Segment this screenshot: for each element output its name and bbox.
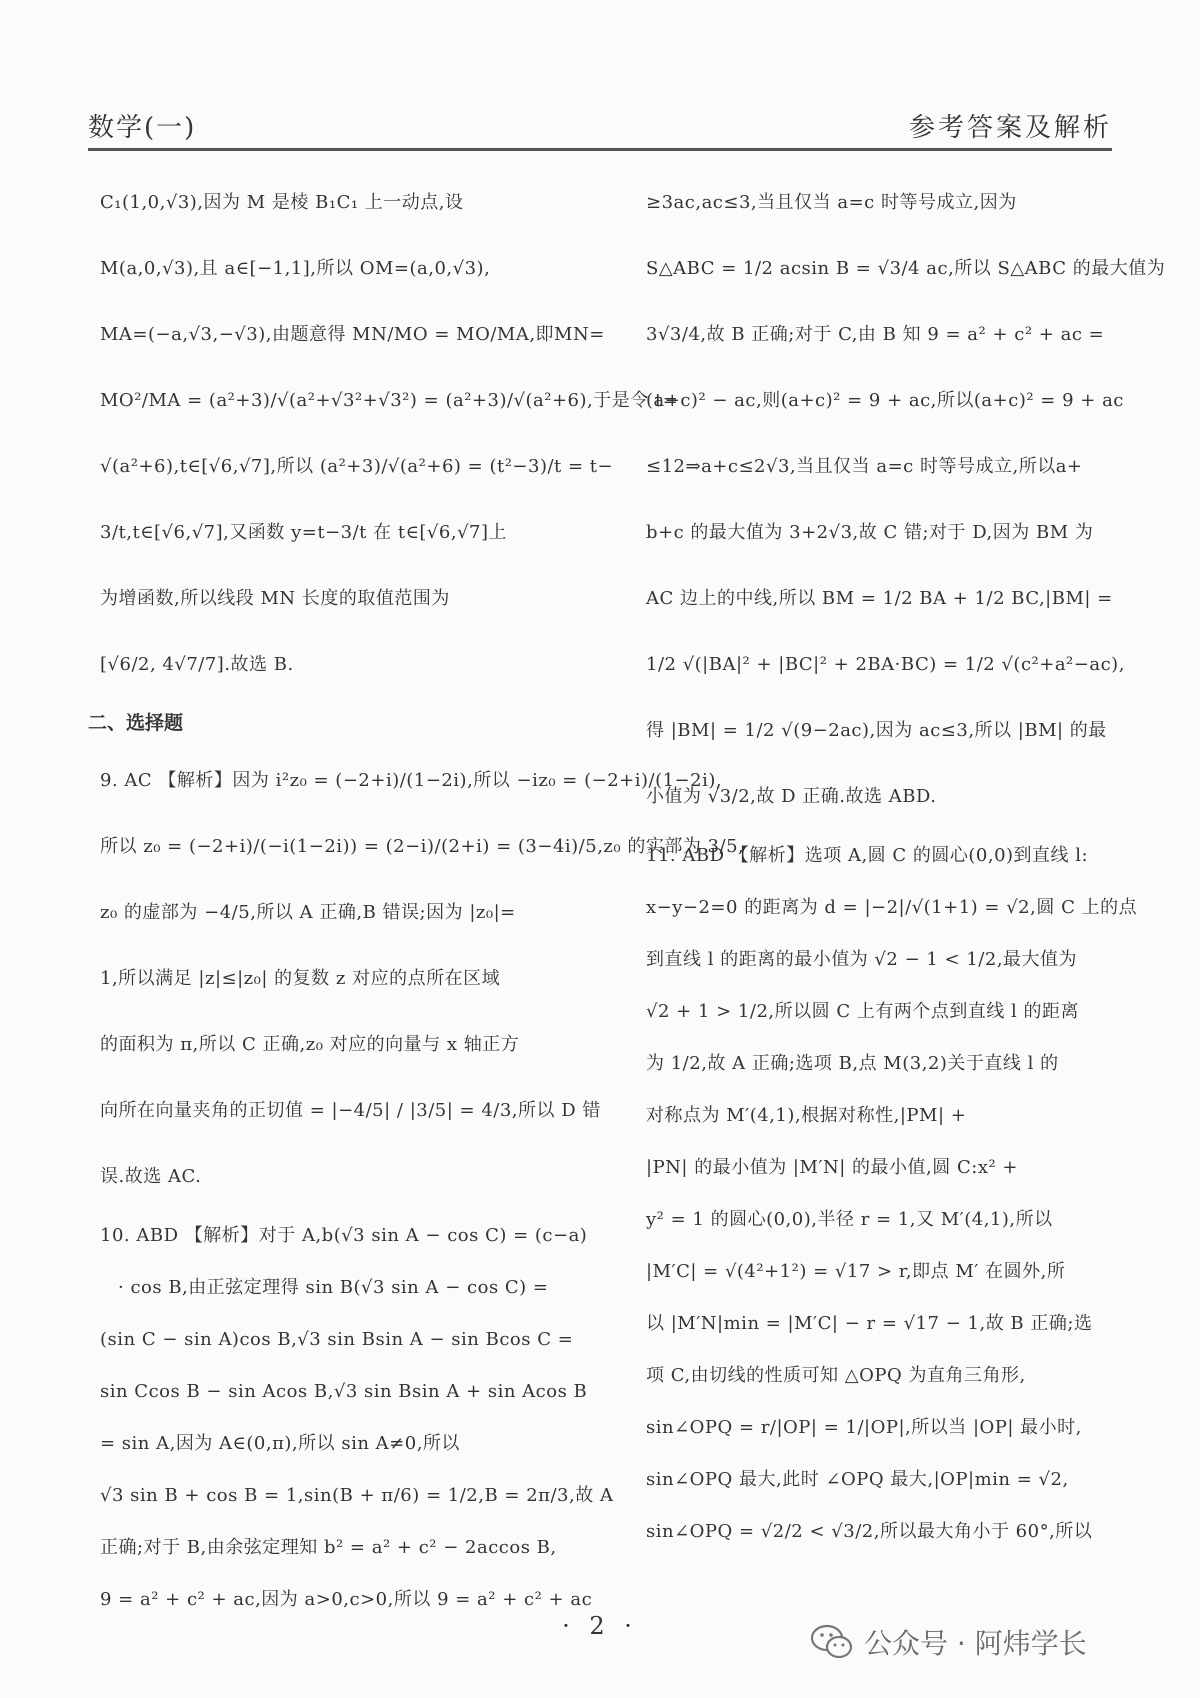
text-line: 得 |BM| = 1/2 √(9−2ac),因为 ac≤3,所以 |BM| 的最	[646, 720, 1107, 741]
text-line: 项 C,由切线的性质可知 △OPQ 为直角三角形,	[646, 1365, 1026, 1386]
watermark-text: 公众号 · 阿炜学长	[864, 1627, 1087, 1660]
text-line: 1,所以满足 |z|≤|z₀| 的复数 z 对应的点所在区域	[100, 968, 501, 989]
text-line: 小值为 √3/2,故 D 正确.故选 ABD.	[646, 786, 937, 807]
text-line: |M′C| = √(4²+1²) = √17 > r,即点 M′ 在圆外,所	[646, 1261, 1066, 1282]
text-line: MO²/MA = (a²+3)/√(a²+√3²+√3²) = (a²+3)/√(a²+6),于是令 t=	[100, 390, 679, 411]
text-line: [√6/2, 4√7/7].故选 B.	[100, 654, 294, 675]
text-line: z₀ 的虚部为 −4/5,所以 A 正确,B 错误;因为 |z₀|=	[100, 902, 516, 923]
text-line: 向所在向量夹角的正切值 = |−4/5| / |3/5| = 4/3,所以 D 错	[100, 1100, 601, 1121]
section-header-title: 参考答案及解析	[908, 113, 1112, 143]
text-line: 以 |M′N|min = |M′C| − r = √17 − 1,故 B 正确;选	[646, 1313, 1093, 1334]
page-number: · 2 ·	[562, 1612, 638, 1640]
text-line: MA=(−a,√3,−√3),由题意得 MN/MO = MO/MA,即MN=	[100, 324, 605, 345]
text-line: sin∠OPQ = r/|OP| = 1/|OP|,所以当 |OP| 最小时,	[646, 1417, 1082, 1438]
text-line: 的面积为 π,所以 C 正确,z₀ 对应的向量与 x 轴正方	[100, 1034, 520, 1055]
wechat-icon	[810, 1623, 854, 1661]
text-line: 3√3/4,故 B 正确;对于 C,由 B 知 9 = a² + c² + ac =	[646, 324, 1105, 345]
text-line: ≤12⇒a+c≤2√3,当且仅当 a=c 时等号成立,所以a+	[646, 456, 1083, 477]
text-line: 所以 z₀ = (−2+i)/(−i(1−2i)) = (2−i)/(2+i) = (3−4i)/5,z₀ 的实部为 3/5,	[100, 836, 745, 857]
text-line: S△ABC = 1/2 acsin B = √3/4 ac,所以 S△ABC 的最大值为	[646, 258, 1166, 279]
text-line: AC 边上的中线,所以 BM = 1/2 BA + 1/2 BC,|BM| =	[646, 588, 1113, 609]
text-line: M(a,0,√3),且 a∈[−1,1],所以 OM=(a,0,√3),	[100, 258, 491, 279]
text-line: 1/2 √(|BA|² + |BC|² + 2BA·BC) = 1/2 √(c²+a²−ac),	[646, 654, 1125, 675]
text-line: 11. ABD 【解析】选项 A,圆 C 的圆心(0,0)到直线 l:	[646, 845, 1089, 866]
text-line: ≥3ac,ac≤3,当且仅当 a=c 时等号成立,因为	[646, 192, 1017, 213]
text-line: sin Ccos B − sin Acos B,√3 sin Bsin A + sin Acos B	[100, 1381, 588, 1402]
text-line: sin∠OPQ = √2/2 < √3/2,所以最大角小于 60°,所以	[646, 1521, 1093, 1542]
text-line: 误.故选 AC.	[100, 1166, 202, 1187]
text-line: 9 = a² + c² + ac,因为 a>0,c>0,所以 9 = a² + c² + ac	[100, 1589, 593, 1610]
section-title: 二、选择题	[88, 712, 184, 734]
text-line: sin∠OPQ 最大,此时 ∠OPQ 最大,|OP|min = √2,	[646, 1469, 1069, 1490]
subject-title: 数学(一)	[88, 113, 197, 143]
right-column	[646, 170, 1166, 1558]
text-line: √3 sin B + cos B = 1,sin(B + π/6) = 1/2,B = 2π/3,故 A	[100, 1485, 614, 1506]
text-line: √2 + 1 > 1/2,所以圆 C 上有两个点到直线 l 的距离	[646, 1001, 1080, 1022]
text-line: x−y−2=0 的距离为 d = |−2|/√(1+1) = √2,圆 C 上的点	[646, 897, 1138, 918]
text-line: (a+c)² − ac,则(a+c)² = 9 + ac,所以(a+c)² = 9 + ac	[646, 390, 1124, 411]
page-header	[88, 108, 1112, 151]
left-column	[88, 170, 745, 1626]
text-line: 为 1/2,故 A 正确;选项 B,点 M(3,2)关于直线 l 的	[646, 1053, 1059, 1074]
text-line: b+c 的最大值为 3+2√3,故 C 错;对于 D,因为 BM 为	[646, 522, 1094, 543]
watermark	[810, 1618, 1087, 1666]
text-line: |PN| 的最小值为 |M′N| 的最小值,圆 C:x² +	[646, 1157, 1019, 1178]
text-line: C₁(1,0,√3),因为 M 是棱 B₁C₁ 上一动点,设	[100, 192, 464, 213]
text-line: 为增函数,所以线段 MN 长度的取值范围为	[100, 588, 450, 609]
text-line: 对称点为 M′(4,1),根据对称性,|PM| +	[646, 1105, 967, 1126]
text-line: (sin C − sin A)cos B,√3 sin Bsin A − sin Bcos C =	[100, 1329, 574, 1350]
text-line: = sin A,因为 A∈(0,π),所以 sin A≠0,所以	[100, 1433, 460, 1454]
text-line: 正确;对于 B,由余弦定理知 b² = a² + c² − 2accos B,	[100, 1537, 557, 1558]
text-line: 到直线 l 的距离的最小值为 √2 − 1 < 1/2,最大值为	[646, 949, 1078, 970]
text-line: 9. AC 【解析】因为 i²z₀ = (−2+i)/(1−2i),所以 −iz₀ = (−2+i)/(1−2i),	[100, 770, 723, 791]
text-line: 3/t,t∈[√6,√7],又函数 y=t−3/t 在 t∈[√6,√7]上	[100, 522, 508, 543]
text-line: · cos B,由正弦定理得 sin B(√3 sin A − cos C) =	[118, 1277, 549, 1298]
text-line: 10. ABD 【解析】对于 A,b(√3 sin A − cos C) = (c−a)	[100, 1225, 588, 1246]
text-line: √(a²+6),t∈[√6,√7],所以 (a²+3)/√(a²+6) = (t²−3)/t = t−	[100, 456, 614, 477]
text-line: y² = 1 的圆心(0,0),半径 r = 1,又 M′(4,1),所以	[646, 1209, 1053, 1230]
